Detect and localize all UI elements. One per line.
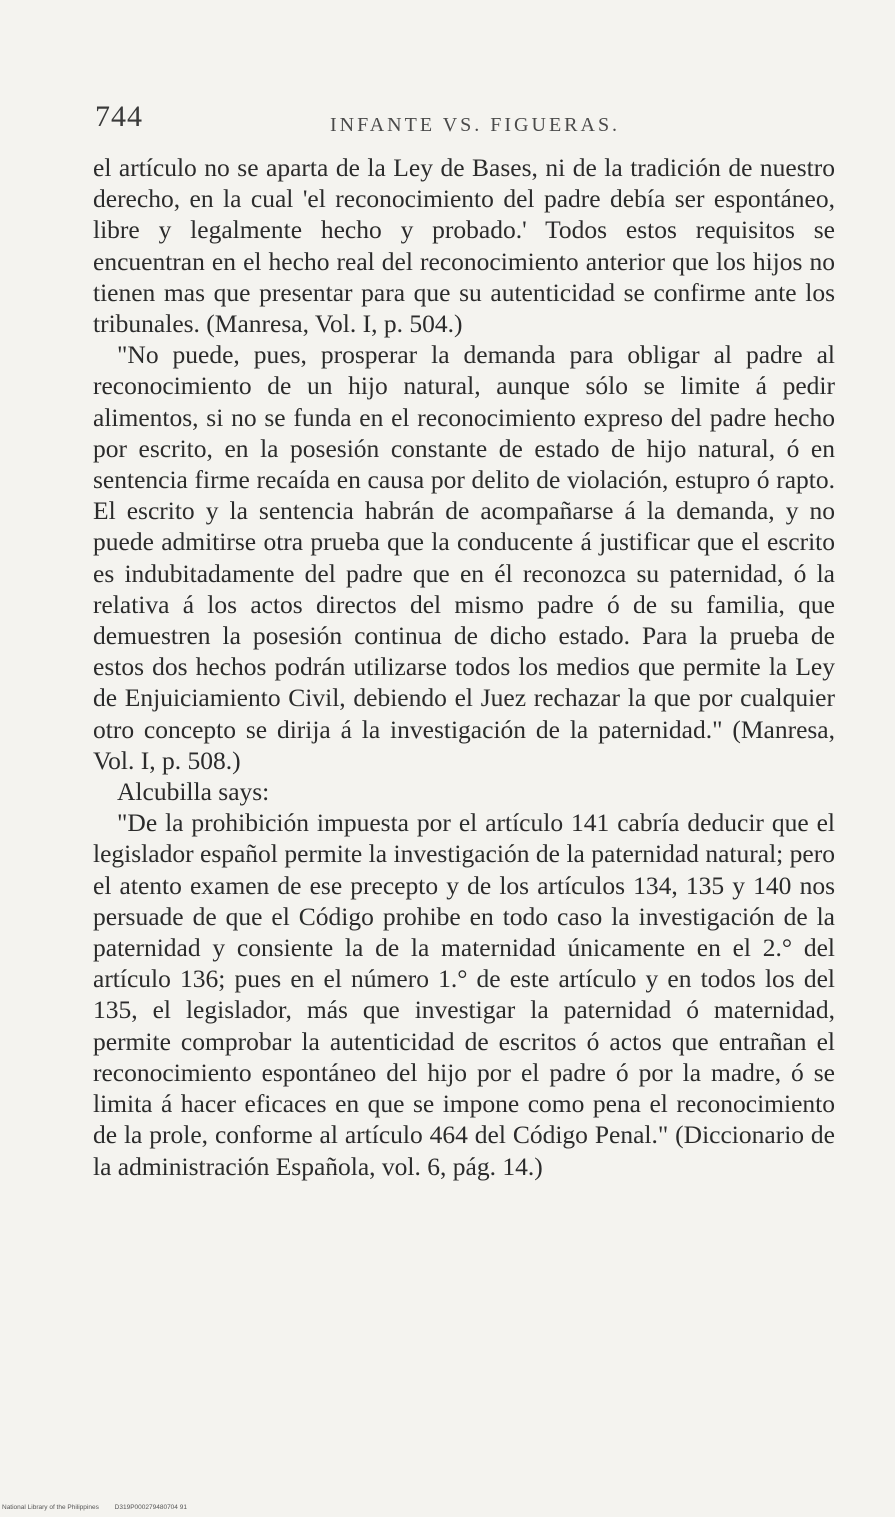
paragraph-4: "De la prohibición impuesta por el artículo 141 cabría deducir que el legislador español permite la investigación de la paternidad natural; pero el atento examen de ese precepto y de los artículos 134, 135 y 140 nos persuade de que el Código prohibe en todo caso la investigación de la paternidad y consiente la de la maternidad únicamente en el 2.° del artículo 136; pues en el número 1.° de este artículo y en todos los del 135, el legislador, más que investigar la paternidad ó maternidad, permite comprobar la autenticidad de escritos ó actos que entrañan el reconocimiento espontáneo del hijo por el padre ó por la madre, ó se limita á hacer eficaces en que se impone como pena el reconocimiento de la prole, conforme al artículo 464 del Código Penal." (Diccionario de la administración Española, vol. 6, pág. 14.) xyxy=(93,808,835,1181)
body-text xyxy=(93,152,835,1182)
running-head: INFANTE VS. FIGUERAS. xyxy=(330,114,621,136)
scan-identifier: D319P000279480704 91 xyxy=(114,1504,187,1511)
page-number: 744 xyxy=(95,100,143,133)
paragraph-3: Alcubilla says: xyxy=(117,777,270,807)
paragraph-1: el artículo no se aparta de la Ley de Bases, ni de la tradición de nuestro derecho, en la cual 'el reconocimiento del padre debía ser espontáneo, libre y legalmente hecho y probado.' Todos estos requisitos se encuentran en el hecho real del reconocimiento anterior que los hijos no tienen mas que presentar para que su autenticidad se confirme ante los tribunales. (Manresa, Vol. I, p. 504.) xyxy=(93,153,835,339)
library-credit: National Library of the Philippines xyxy=(2,1504,99,1511)
scan-footer xyxy=(2,1504,187,1511)
paragraph-2: "No puede, pues, prosperar la demanda para obligar al padre al reconocimiento de un hijo natural, aunque sólo se limite á pedir alimentos, si no se funda en el reconocimiento expreso del padre hecho por escrito, en la posesión constante de estado de hijo natural, ó en sentencia firme recaída en causa por delito de violación, estupro ó rapto. El escrito y la sentencia habrán de acompañarse á la demanda, y no puede admitirse otra prueba que la conducente á justificar que el escrito es indubitadamente del padre que en él reconozca su paternidad, ó la relativa á los actos directos del mismo padre ó de su familia, que demuestren la posesión continua de dicho estado. Para la prueba de estos dos hechos podrán utilizarse todos los medios que permite la Ley de Enjuiciamiento Civil, debiendo el Juez rechazar la que por cualquier otro concepto se dirija á la investigación de la paternidad." (Manresa, Vol. I, p. 508.) xyxy=(93,340,835,775)
page-header xyxy=(95,100,835,140)
